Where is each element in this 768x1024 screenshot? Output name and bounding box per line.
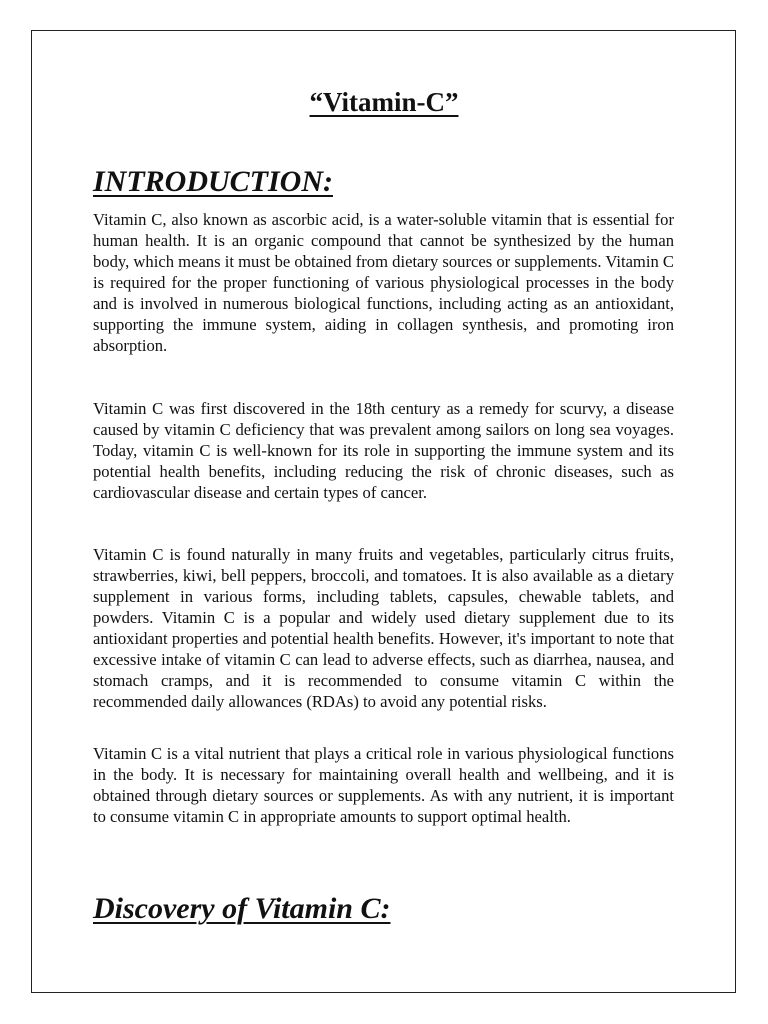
section-heading-introduction: INTRODUCTION: (93, 165, 333, 198)
section-heading-discovery: Discovery of Vitamin C: (93, 892, 391, 925)
paragraph-introduction-2: Vitamin C was first discovered in the 18th century as a remedy for scurvy, a disease caused by vitamin C deficiency that was prevalent among sailors on long sea voyages. Today, vitamin C is well-known for its role in supporting the immune system and its potential health benefits, including reducing the risk of chronic diseases, such as cardiovascular disease and certain types of cancer. (93, 399, 674, 502)
document-title: “Vitamin-C” (309, 87, 459, 117)
paragraph-introduction-3: Vitamin C is found naturally in many fruits and vegetables, particularly citrus fruits, strawberries, kiwi, bell peppers, broccoli, and tomatoes. It is also available as a dietary supplement in various forms, including tablets, capsules, chewable tablets, and powders. Vitamin C is a popular and widely used dietary supplement due to its antioxidant properties and potential health benefits. However, it's important to note that excessive intake of vitamin C can lead to adverse effects, such as diarrhea, nausea, and stomach cramps, and it is recommended to consume vitamin C within the recommended daily allowances (RDAs) to avoid any potential risks. (93, 545, 674, 711)
paragraph-introduction-4: Vitamin C is a vital nutrient that plays a critical role in various physiological functions in the body. It is necessary for maintaining overall health and wellbeing, and it is obtained through dietary sources or supplements. As with any nutrient, it is important to consume vitamin C in appropriate amounts to support optimal health. (93, 744, 674, 826)
paragraph-introduction-1: Vitamin C, also known as ascorbic acid, is a water-soluble vitamin that is essential for human health. It is an organic compound that cannot be synthesized by the human body, which means it must be obtained from dietary sources or supplements. Vitamin C is required for the proper functioning of various physiological processes in the body and is involved in numerous biological functions, including acting as an antioxidant, supporting the immune system, aiding in collagen synthesis, and promoting iron absorption. (93, 210, 674, 355)
